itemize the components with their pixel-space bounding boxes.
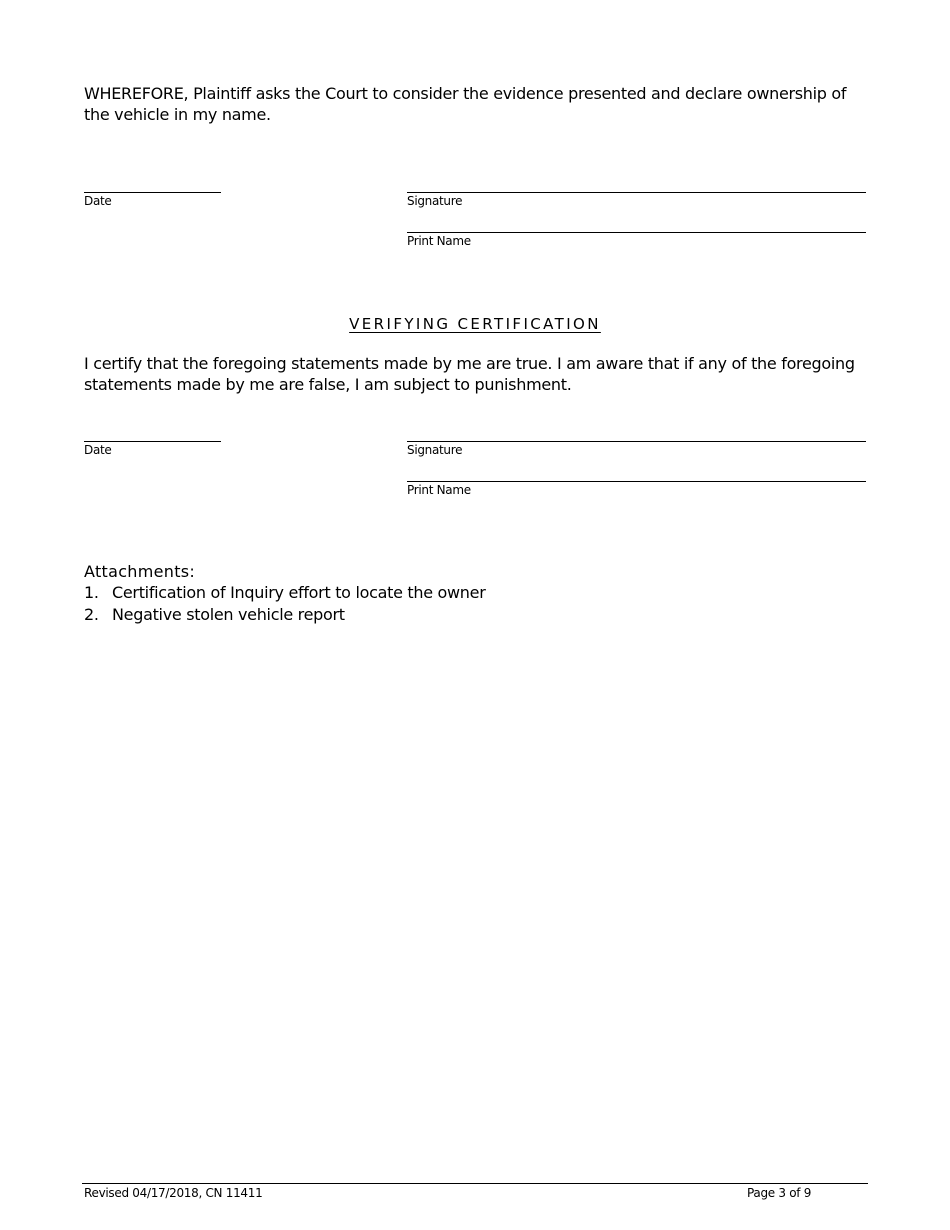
footer-revision: Revised 04/17/2018, CN 11411 [84, 1186, 263, 1200]
list-item-number: 2. [84, 605, 99, 624]
signature-line [407, 441, 866, 442]
footer-rule [82, 1183, 868, 1184]
verification-heading [0, 314, 950, 334]
print-name-line [407, 481, 866, 482]
date-line [84, 192, 221, 193]
date-label: Date [84, 194, 112, 208]
signature-label: Signature [407, 443, 463, 457]
signature-line [407, 192, 866, 193]
date-line [84, 441, 221, 442]
verification-heading-text: VERIFYING CERTIFICATION [349, 315, 601, 333]
print-name-label: Print Name [407, 234, 471, 248]
list-item [84, 582, 485, 604]
print-name-line [407, 232, 866, 233]
attachments-list [84, 582, 485, 626]
print-name-label: Print Name [407, 483, 471, 497]
attachments-title: Attachments: [84, 562, 196, 581]
verification-paragraph: I certify that the foregoing statements made by me are true. I am aware that if any of the foregoing statements made by me are false, I am subject to punishment. [84, 354, 855, 394]
list-item-text: Negative stolen vehicle report [112, 605, 345, 624]
signature-label: Signature [407, 194, 463, 208]
list-item [84, 604, 485, 626]
prayer-paragraph: WHEREFORE, Plaintiff asks the Court to consider the evidence presented and declare ownership of the vehicle in my name. [84, 84, 847, 124]
date-label: Date [84, 443, 112, 457]
footer-page-number: Page 3 of 9 [747, 1186, 812, 1200]
list-item-text: Certification of Inquiry effort to locate the owner [112, 583, 486, 602]
list-item-number: 1. [84, 583, 99, 602]
